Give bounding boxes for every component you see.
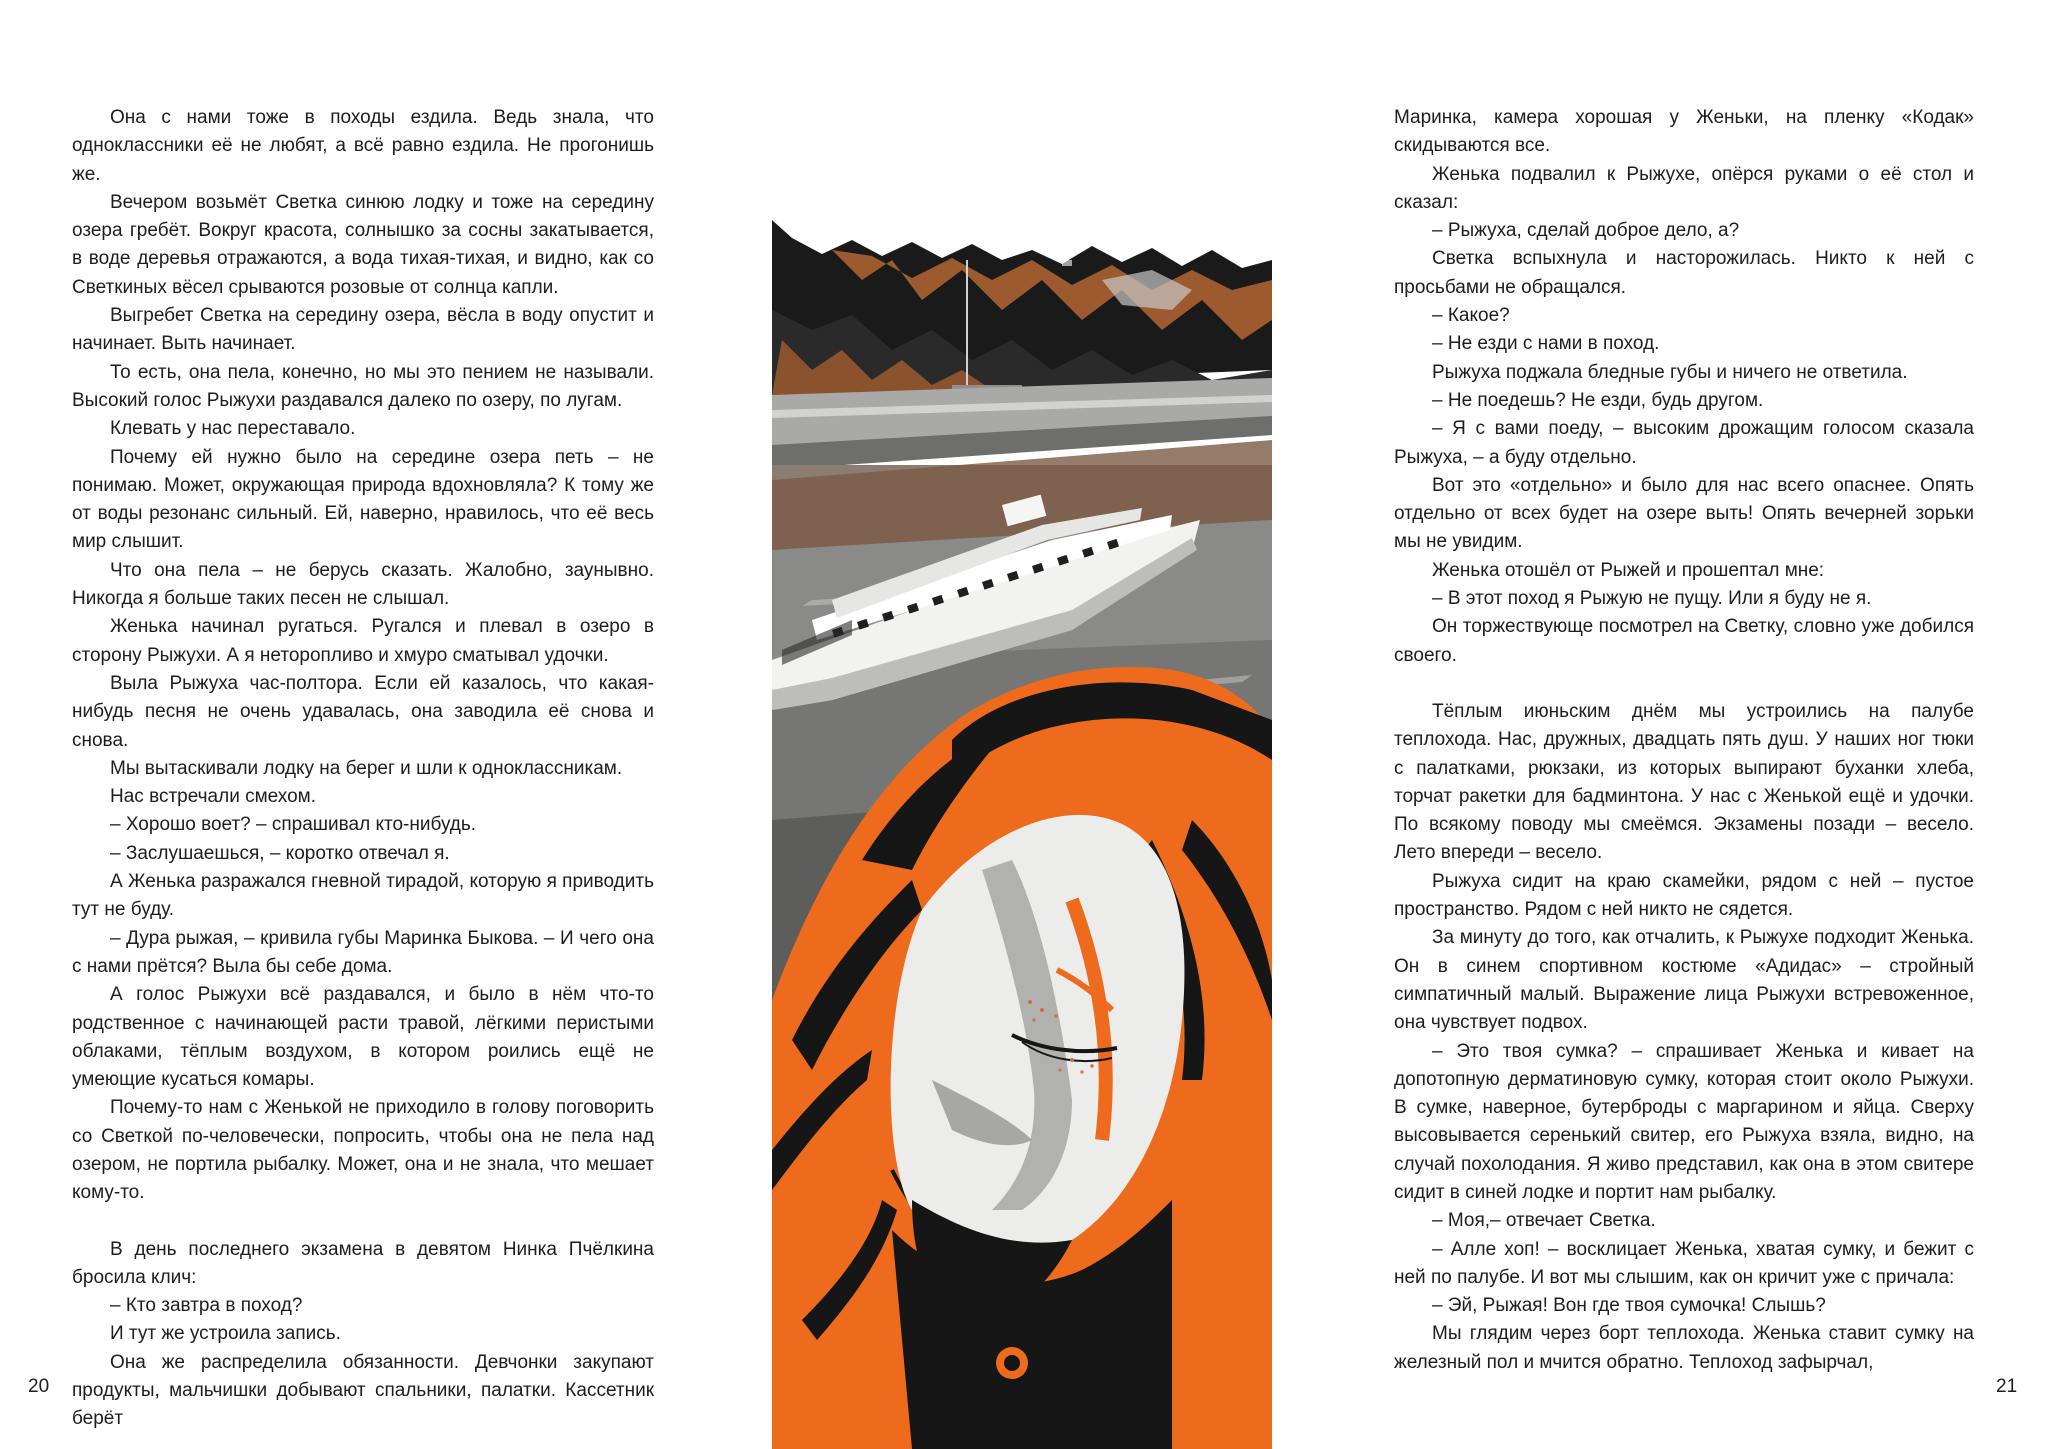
paragraph: Женька отошёл от Рыжей и прошептал мне: bbox=[1432, 559, 1825, 581]
paragraph: В день последнего экзамена в девятом Нинка Пчёлкина бросила клич: bbox=[72, 1238, 654, 1288]
paragraph: Женька подвалил к Рыжухе, опёрся руками о её стол и сказал: bbox=[1394, 163, 1974, 213]
paragraph: То есть, она пела, конечно, но мы это пением не называли. Высокий голос Рыжухи раздавался далеко по озеру, по лугам. bbox=[72, 361, 654, 411]
paragraph: – Это твоя сумка? – спрашивает Женька и кивает на допотопную дерматиновую сумку, которая стоит около Рыжухи. В сумке, наверное, бутерброды с маргарином и яйца. Сверху высовывается серенький свитер, его Рыжуха взяла, видно, на случай похолодания. Я живо представил, как она в этом свитере сидит в синей лодке и портит нам рыбалку. bbox=[1394, 1040, 1974, 1203]
paragraph: Вечером возьмёт Светка синюю лодку и тоже на середину озера гребёт. Вокруг красота, солнышко за сосны закатывается, в воде деревья отражаются, а вода тихая-тихая, и видно, как со Светкиных вёсел срываются розовые от солнца капли. bbox=[72, 191, 654, 298]
paragraph: Она же распределила обязанности. Девчонки закупают продукты, мальчишки добывают спальники, палатки. Кассетник берёт bbox=[72, 1351, 654, 1430]
paragraph: – Дура рыжая, – кривила губы Маринка Быкова. – И чего она с нами прётся? Выла бы себе дома. bbox=[72, 927, 654, 977]
paragraph: Что она пела – не берусь сказать. Жалобно, заунывно. Никогда я больше таких песен не слышал. bbox=[72, 559, 654, 610]
paragraph: А Женька разражался гневной тирадой, которую я приводить тут не буду. bbox=[72, 871, 654, 921]
paragraph: Маринка, камера хорошая у Женьки, на пленку «Кодак» скидываются все. bbox=[1394, 107, 1974, 157]
paragraph: Клевать у нас переставало. bbox=[110, 418, 356, 440]
paragraph: – Кто завтра в поход? bbox=[110, 1295, 303, 1317]
illustration bbox=[772, 220, 1272, 1449]
paragraph: Рыжуха сидит на краю скамейки, рядом с ней – пустое пространство. Рядом с ней никто не сядется. bbox=[1394, 870, 1974, 921]
paragraph: И тут же устроила запись. bbox=[110, 1323, 341, 1345]
paragraph: – Я с вами поеду, – высоким дрожащим голосом сказала Рыжуха, – а буду отдельно. bbox=[1394, 418, 1974, 468]
paragraph: – Заслушаешься, – коротко отвечал я. bbox=[110, 842, 450, 864]
paragraph: Тёплым июньским днём мы устроились на палубе теплохода. Нас, дружных, двадцать пять душ. У наших ног тюки с палатками, рюкзаки, из которых выпирают буханки хлеба, торчат ракетки для бадминтона. У нас с Женькой ещё и удочки. По всякому поводу мы смеёмся. Экзамены позади – весело. Лето впереди – весело. bbox=[1394, 700, 1974, 864]
paragraph: – Какое? bbox=[1432, 305, 1510, 327]
paragraph: – Алле хоп! – восклицает Женька, хватая сумку, и бежит с ней по палубе. И вот мы слышим, как он кричит уже с причала: bbox=[1394, 1238, 1974, 1288]
paragraph: Мы вытаскивали лодку на берег и шли к одноклассникам. bbox=[110, 757, 623, 779]
paragraph: Почему-то нам с Женькой не приходило в голову поговорить со Светкой по-человечески, попросить, чтобы она не пела над озером, не портила рыбалку. Может, она и не знала, что мешает кому-то. bbox=[72, 1097, 654, 1204]
paragraph: Почему ей нужно было на середине озера петь – не понимаю. Может, окружающая природа вдохновляла? К тому же от воды резонанс сильный. Ей, наверно, нравилось, что её весь мир слышит. bbox=[72, 446, 654, 553]
paragraph: – Хорошо воет? – спрашивал кто-нибудь. bbox=[110, 814, 477, 836]
paragraph: Вот это «отдельно» и было для нас всего опаснее. Опять отдельно от всех будет на озере выть! Опять вечерней зорьки мы не увидим. bbox=[1394, 474, 1974, 553]
paragraph: – Не поедешь? Не езди, будь другом. bbox=[1432, 389, 1764, 411]
paragraph: Она с нами тоже в походы ездила. Ведь знала, что одноклассники её не любят, а всё равно ездила. Не прогонишь же. bbox=[72, 107, 654, 185]
paragraph: Нас встречали смехом. bbox=[110, 786, 317, 808]
paragraph: – Моя,– отвечает Светка. bbox=[1432, 1210, 1656, 1232]
paragraph: За минуту до того, как отчалить, к Рыжухе подходит Женька. Он в синем спортивном костюме «Адидас» – стройный симпатичный малый. Выражение лица Рыжухи встревоженное, она чувствует подвох. bbox=[1394, 927, 1974, 1034]
page-number-right: 21 bbox=[1996, 1376, 2018, 1397]
paragraph: Светка вспыхнула и насторожилась. Никто к ней с просьбами не обращался. bbox=[1394, 248, 1974, 298]
paragraph: – В этот поход я Рыжую не пущу. Или я буду не я. bbox=[1432, 588, 1872, 610]
left-page-text bbox=[72, 104, 654, 1434]
right-page-text bbox=[1394, 104, 1974, 1377]
paragraph: – Рыжуха, сделай доброе дело, а? bbox=[1432, 220, 1740, 242]
paragraph: Он торжествующе посмотрел на Светку, словно уже добился своего. bbox=[1394, 616, 1974, 666]
page-number-left: 20 bbox=[28, 1376, 50, 1397]
paragraph: Женька начинал ругаться. Ругался и плевал в озеро в сторону Рыжухи. А я неторопливо и хмуро сматывал удочки. bbox=[72, 616, 654, 666]
paragraph: Выла Рыжуха час-полтора. Если ей казалось, что какая-нибудь песня не очень удавалась, она заводила её снова и снова. bbox=[72, 672, 654, 751]
paragraph: – Не езди с нами в поход. bbox=[1432, 333, 1660, 355]
paragraph: А голос Рыжухи всё раздавался, и было в нём что-то родственное с начинающей расти травой, лёгкими перистыми облаками, тёплым воздухом, в котором роились ещё не умеющие кусаться комары. bbox=[72, 984, 654, 1091]
paragraph: Рыжуха поджала бледные губы и ничего не ответила. bbox=[1432, 361, 1908, 383]
paragraph: – Эй, Рыжая! Вон где твоя сумочка! Слышь? bbox=[1432, 1295, 1826, 1317]
paragraph: Мы глядим через борт теплохода. Женька ставит сумку на железный пол и мчится обратно. Теплоход зафырчал, bbox=[1394, 1323, 1974, 1373]
paragraph: Выгребет Светка на середину озера, вёсла в воду опустит и начинает. Выть начинает. bbox=[72, 305, 654, 355]
